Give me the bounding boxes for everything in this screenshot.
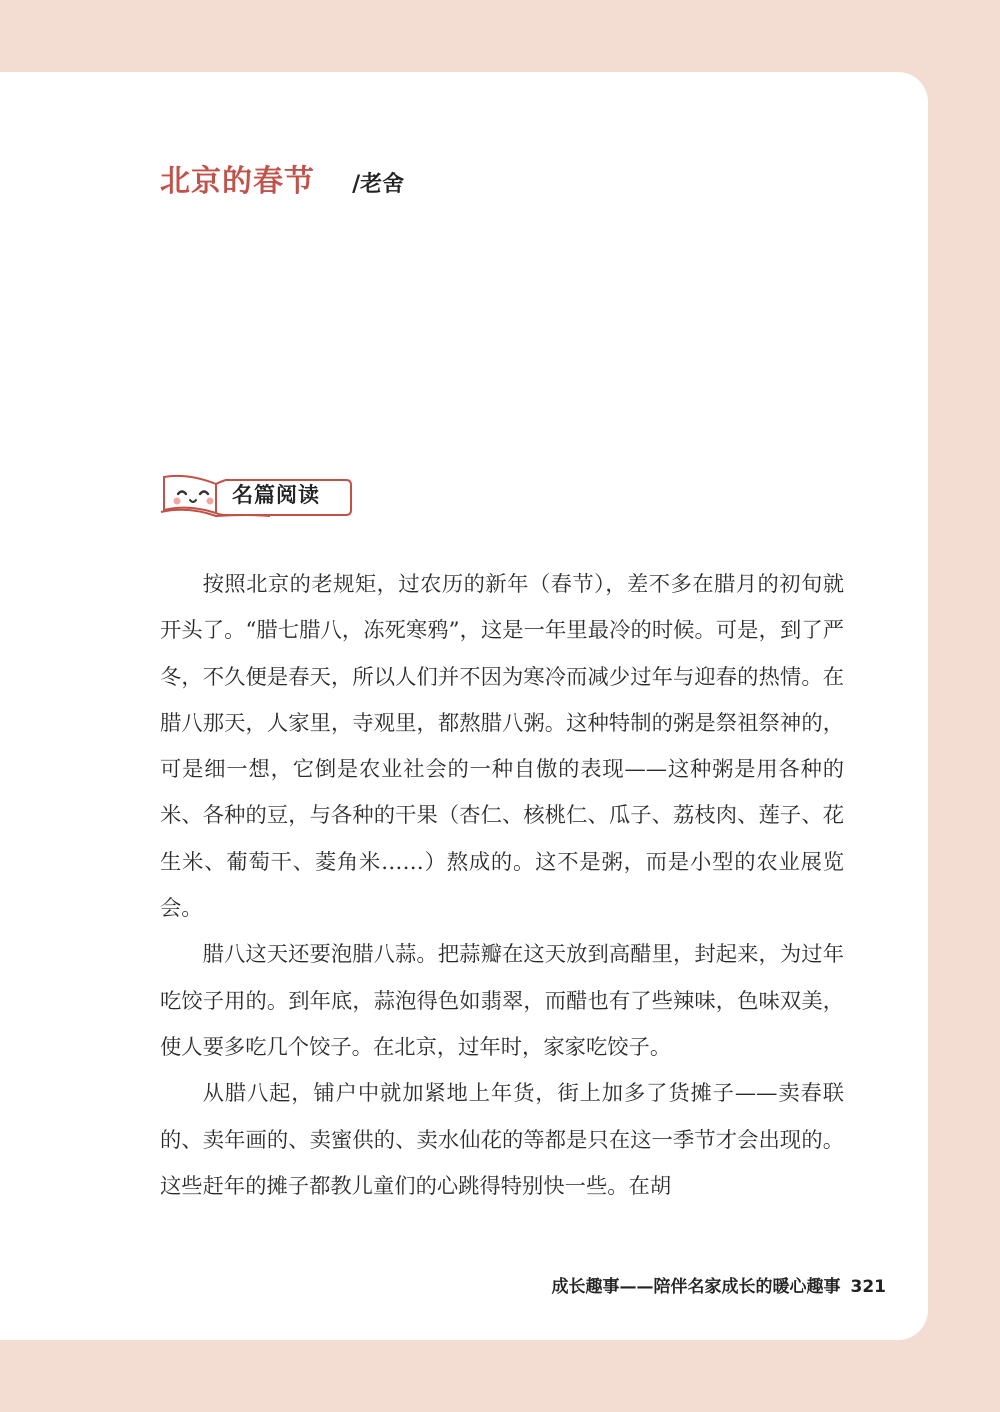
paragraph-2: 腊八这天还要泡腊八蒜。把蒜瓣在这天放到高醋里，封起来，为过年吃饺子用的。到年底，蒜泡得色如翡翠，而醋也有了些辣味，色味双美，使人要多吃几个饺子。在北京，过年时，家家吃饺子。: [160, 942, 844, 1060]
article-body: [160, 562, 844, 1210]
section-badge: [158, 470, 354, 518]
article-title: 北京的春节: [160, 164, 315, 199]
page-footer: [552, 1272, 887, 1297]
title-row: [160, 156, 404, 200]
article-author: /老舍: [352, 171, 405, 197]
footer-book-title: 成长趣事——陪伴名家成长的暖心趣事: [551, 1277, 841, 1297]
badge-label: 名篇阅读: [232, 483, 320, 507]
page-number: 321: [850, 1277, 886, 1297]
paragraph-1: 按照北京的老规矩，过农历的新年（春节），差不多在腊月的初旬就开头了。“腊七腊八，冻死寒鸦”，这是一年里最冷的时候。可是，到了严冬，不久便是春天，所以人们并不因为寒冷而减少过年与迎春的热情。在腊八那天，人家里，寺观里，都熬腊八粥。这种特制的粥是祭祖祭神的，可是细一想，它倒是农业社会的一种自傲的表现——这种粥是用各种的米、各种的豆，与各种的干果（杏仁、核桃仁、瓜子、荔枝肉、莲子、花生米、葡萄干、菱角米……）熬成的。这不是粥，而是小型的农业展览会。: [160, 572, 844, 922]
smiling-book-icon: [164, 476, 224, 516]
paragraph-3: 从腊八起，铺户中就加紧地上年货，街上加多了货摊子——卖春联的、卖年画的、卖蜜供的、卖水仙花的等都是只在这一季节才会出现的。这些赶年的摊子都教儿童们的心跳得特别快一些。在胡: [160, 1081, 844, 1199]
